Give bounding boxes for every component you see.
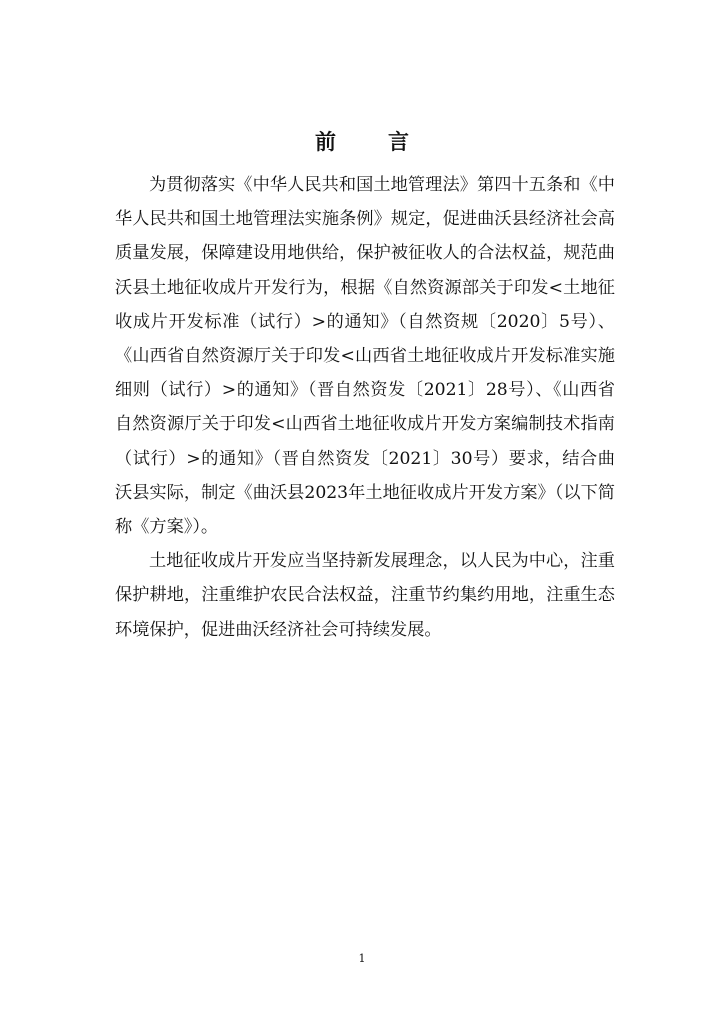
body-text	[115, 168, 615, 647]
page-title: 前言	[315, 130, 461, 154]
paragraph-1: 为贯彻落实《中华人民共和国土地管理法》第四十五条和《中华人民共和国土地管理法实施条例》规定，促进曲沃县经济社会高质量发展，保障建设用地供给，保护被征收人的合法权益，规范曲沃县土地征收成片开发行为，根据《自然资源部关于印发<土地征收成片开发标准（试行）>的通知》（自然资规〔2020〕5号）、《山西省自然资源厅关于印发<山西省土地征收成片开发标准实施细则（试行）>的通知》（晋自然资发〔2021〕28号）、《山西省自然资源厅关于印发<山西省土地征收成片开发方案编制技术指南（试行）>的通知》（晋自然资发〔2021〕30号）要求，结合曲沃县实际，制定《曲沃县2023年土地征收成片开发方案》（以下简称《方案》）。	[115, 175, 615, 538]
page-number: 1	[358, 952, 366, 965]
paragraph-2: 土地征收成片开发应当坚持新发展理念，以人民为中心，注重保护耕地，注重维护农民合法权益，注重节约集约用地，注重生态环境保护，促进曲沃经济社会可持续发展。	[115, 551, 615, 640]
